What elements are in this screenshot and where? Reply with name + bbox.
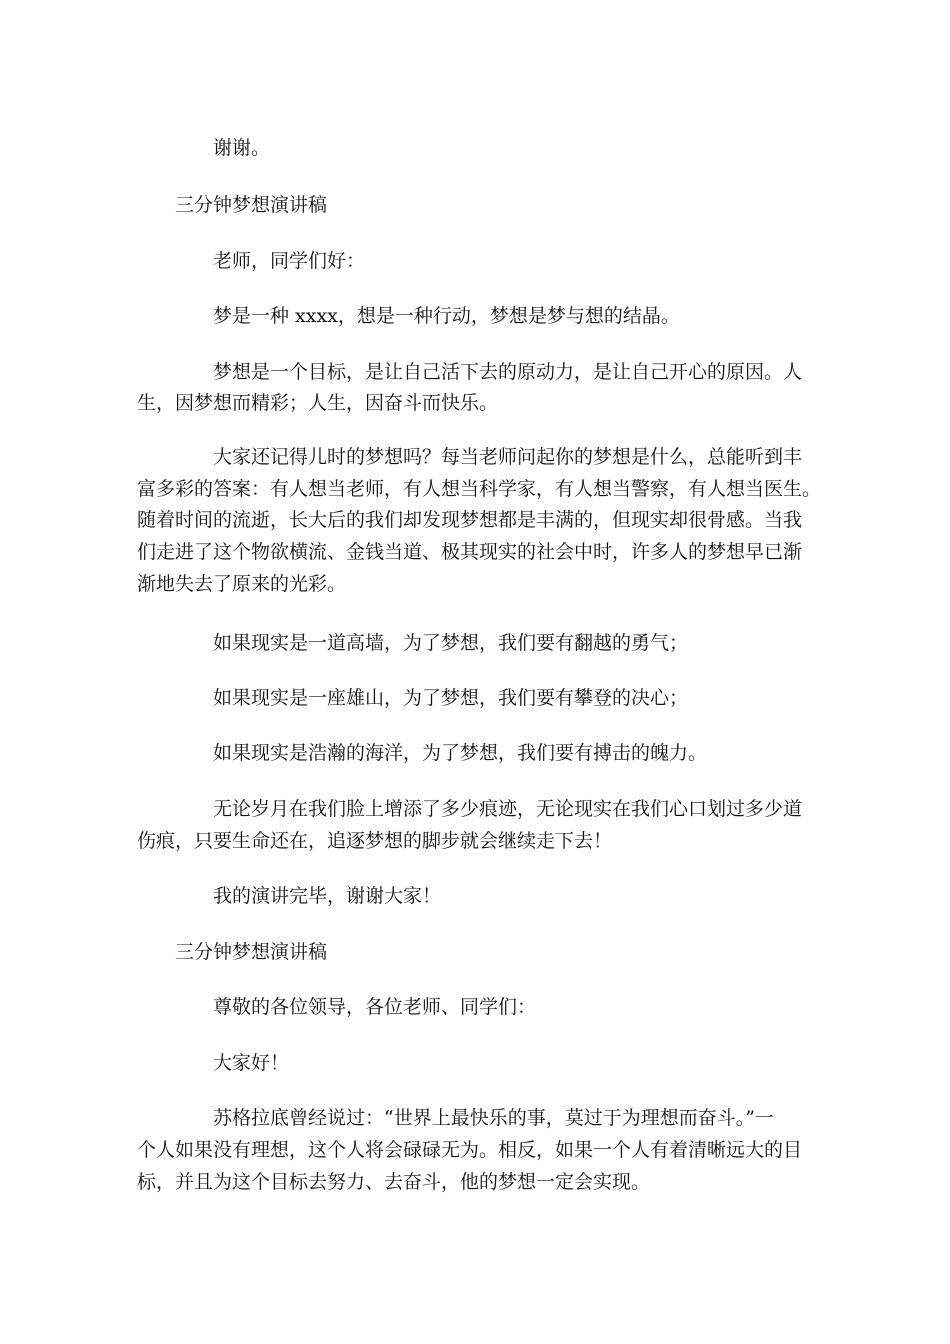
text-line: 如果现实是一座雄山，为了梦想，我们要有攀登的决心； xyxy=(213,687,689,709)
text-line: 富多彩的答案：有人想当老师，有人想当科学家，有人想当警察，有人想当医生。 xyxy=(137,478,822,500)
text-line: 如果现实是一道高墙，为了梦想，我们要有翻越的勇气； xyxy=(213,632,689,654)
text-line: 个人如果没有理想，这个人将会碌碌无为。相反，如果一个人有着清晰远大的目 xyxy=(137,1139,803,1161)
text-line: 谢谢。 xyxy=(213,137,271,159)
text-line: 大家还记得儿时的梦想吗？每当老师问起你的梦想是什么，总能听到丰 xyxy=(213,446,803,468)
text-line: 梦是一种 xxxx，想是一种行动，梦想是梦与想的结晶。 xyxy=(213,305,680,327)
text-line: 伤痕，只要生命还在，追逐梦想的脚步就会继续走下去！ xyxy=(137,830,613,852)
text-line: 无论岁月在我们脸上增添了多少痕迹，无论现实在我们心口划过多少道 xyxy=(213,798,803,820)
text-line: 生，因梦想而精彩；人生，因奋斗而快乐。 xyxy=(137,392,499,414)
text-line: 们走进了这个物欲横流、金钱当道、极其现实的社会中时，许多人的梦想早已渐 xyxy=(137,541,803,563)
text-line: 渐地失去了原来的光彩。 xyxy=(137,573,347,595)
text-line: 大家好！ xyxy=(213,1052,290,1074)
text-line: 我的演讲完毕，谢谢大家！ xyxy=(213,885,442,907)
text-line: 尊敬的各位领导，各位老师、同学们： xyxy=(213,996,537,1018)
text-line: 苏格拉底曾经说过：“世界上最快乐的事，莫过于为理想而奋斗。”一 xyxy=(213,1107,774,1129)
text-line: 梦想是一个目标，是让自己活下去的原动力，是让自己开心的原因。人 xyxy=(213,361,803,383)
text-line: 老师，同学们好： xyxy=(213,250,366,272)
text-line: 标，并且为这个目标去努力、去奋斗，他的梦想一定会实现。 xyxy=(137,1171,651,1193)
section-heading: 三分钟梦想演讲稿 xyxy=(175,194,328,216)
text-line: 随着时间的流逝，长大后的我们却发现梦想都是丰满的，但现实却很骨感。当我 xyxy=(137,509,803,531)
text-line: 如果现实是浩瀚的海洋，为了梦想，我们要有搏击的魄力。 xyxy=(213,742,708,764)
section-heading: 三分钟梦想演讲稿 xyxy=(175,941,328,963)
